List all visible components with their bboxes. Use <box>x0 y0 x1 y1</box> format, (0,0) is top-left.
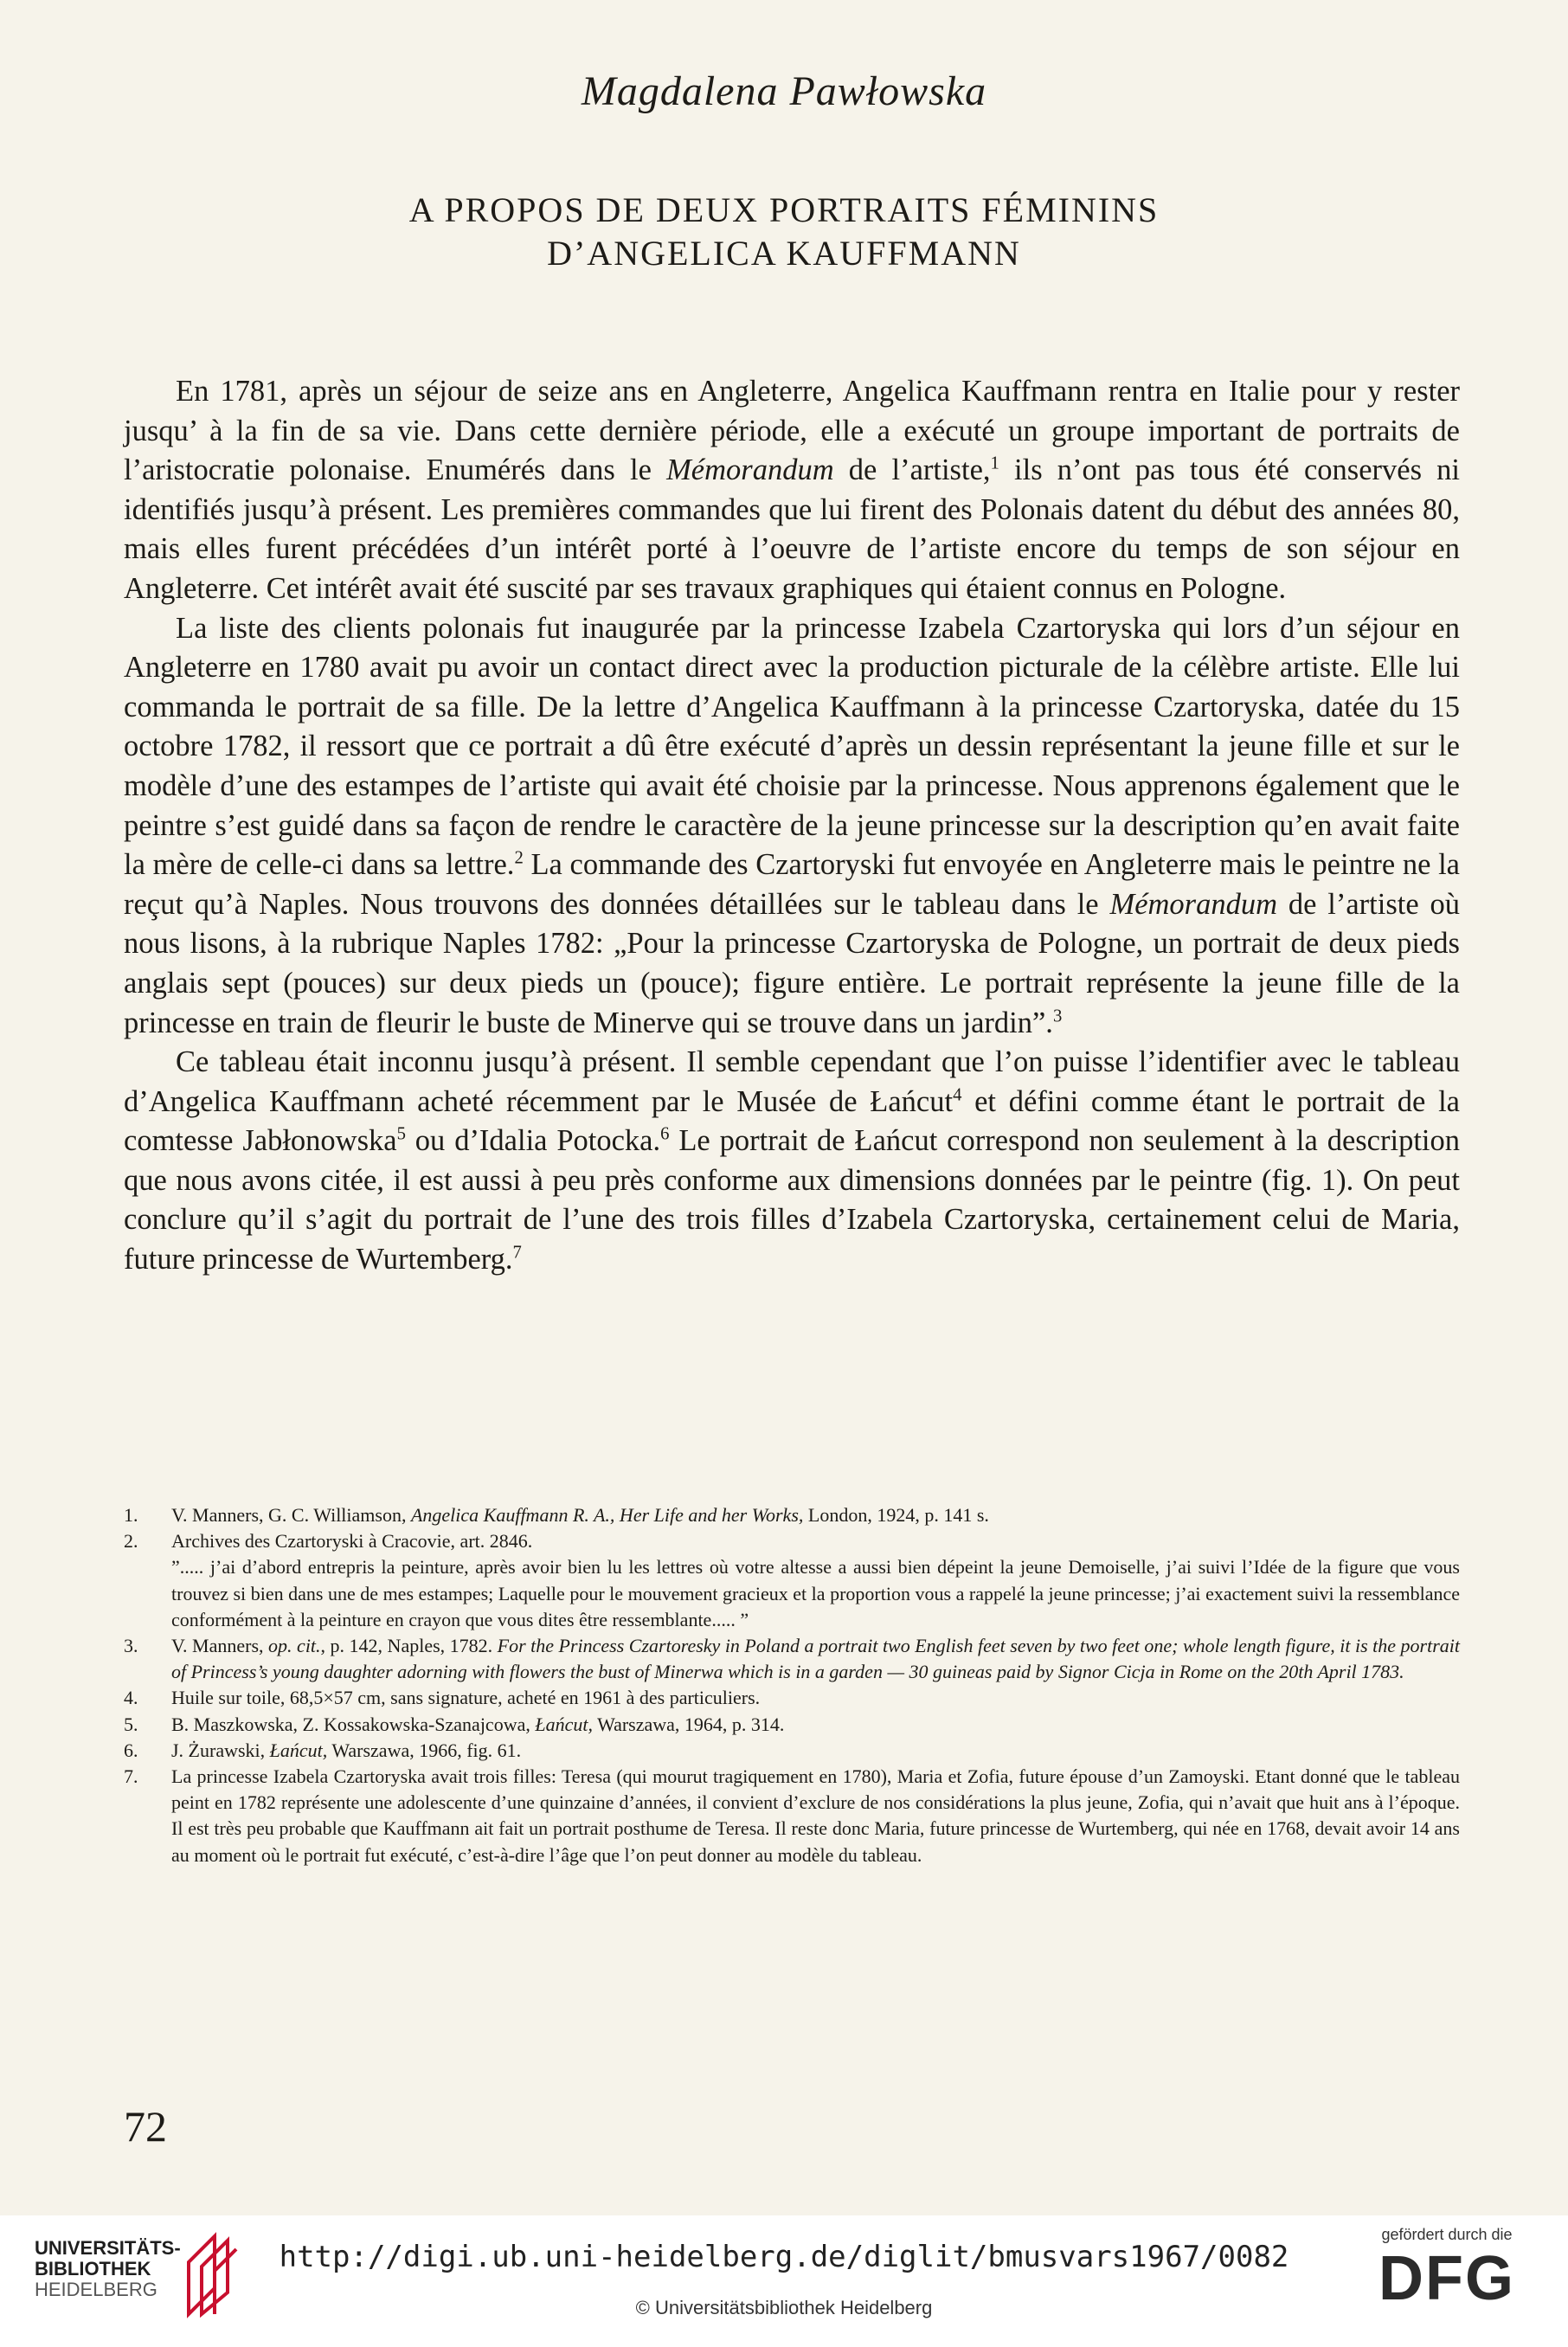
footnote-ref: 2 <box>514 848 524 868</box>
dfg-logo[interactable] <box>1360 2226 1533 2313</box>
library-name-line-2: BIBLIOTHEK <box>35 2258 151 2279</box>
emphasis: Mémorandum <box>666 453 834 487</box>
viewer-footer <box>0 2215 1568 2347</box>
footnote-ref: 1 <box>990 453 999 473</box>
text-run: ou d’Idalia Potocka. <box>405 1124 661 1158</box>
footnote-number: 1. <box>124 1504 138 1526</box>
footnote-number: 3. <box>124 1635 138 1657</box>
text-run: B. Maszkowska, Z. Kossakowska-Szanajcowa, <box>171 1713 536 1735</box>
footnote-5 <box>124 1712 1460 1738</box>
footnote-text: Archives des Czartoryski à Cracovie, art. 2846. <box>171 1530 533 1553</box>
text-run: La liste des clients polonais fut inaugurée par la princesse Izabela Czartoryska qui lors d’un séjour en Angleterre en 1780 avait pu avoir un contact direct avec la production picturale de la célèbre artiste. Elle lui commanda le portrait de sa fille. De la lettre d’Angelica Kauffmann à la princesse Czartoryska, datée du 15 octobre 1782, il ressort que ce portrait a dû être exécuté d’après un dessin représentant la jeune fille et sur le modèle d’une des estampes de l’artiste qui avait été choisie par la princesse. Nous apprenons également que le peintre s’est guidé dans sa façon de rendre le caractère de la jeune princesse sur la description qu’en avait faite la mère de celle-ci dans sa lettre. <box>124 611 1460 882</box>
text-run: V. Manners, G. C. Williamson, <box>171 1504 411 1526</box>
dfg-wordmark: DFG <box>1378 2244 1515 2313</box>
footnote-1 <box>124 1502 1460 1528</box>
footnote-number: 6. <box>124 1739 138 1761</box>
text-run: Warszawa, 1966, fig. 61. <box>327 1739 522 1761</box>
text-run: En 1781, après un séjour de seize ans en Angleterre, Angelica Kauffmann rentra en Italie pour y rester jusqu’ à la fin de sa vie. Dans cette dernière période, elle a exécuté un groupe important de portraits de l’aristocratie polonaise. Enumérés dans le <box>124 375 1460 487</box>
text-run: La commande des Czartoryski fut envoyée en Angleterre mais le peintre ne la reçut qu’à Naples. Nous trouvons des données détaillées sur le tableau dans le <box>124 848 1460 921</box>
funded-by-label: gefördert durch die <box>1381 2226 1513 2243</box>
paragraph-3 <box>124 1043 1460 1280</box>
footnote-3 <box>124 1633 1460 1685</box>
emphasis: Łańcut, <box>269 1739 328 1761</box>
author-name: Magdalena Pawłowska <box>581 68 987 114</box>
text-run: J. Żurawski, <box>171 1739 270 1761</box>
text-run: de l’artiste, <box>833 453 991 487</box>
footnotes <box>124 1502 1460 1868</box>
footnote-number: 5. <box>124 1713 138 1735</box>
article-body <box>124 372 1460 1280</box>
library-name-line-3: HEIDELBERG <box>35 2279 157 2300</box>
footnote-text <box>171 1633 1460 1685</box>
footnote-number: 7. <box>124 1765 138 1788</box>
text-run: Le portrait de Łańcut correspond non seulement à la description que nous avons citée, il est aussi à peu près conforme aux dimensions données par le peintre (fig. 1). On peut conclure qu’il s’agit du portrait de l’une des trois filles d’Izabela Czartoryska, certainement celui de Maria, future princesse de Wurtemberg. <box>124 1124 1460 1276</box>
footnote-number: 4. <box>124 1687 138 1709</box>
emphasis: op. cit. <box>268 1635 321 1657</box>
footnote-ref: 4 <box>953 1085 962 1105</box>
text-run: London, 1924, p. 141 s. <box>803 1504 989 1526</box>
footnote-text <box>171 1502 1460 1528</box>
paragraph-2 <box>124 609 1460 1044</box>
text-run: ils n’ont pas tous été conservés ni identifiés jusqu’à présent. Les premières commandes que lui firent des Polonais datent du début des années 80, mais elles furent précédées d’un intérêt porté à l’oeuvre de l’artiste encore du temps de son séjour en Angleterre. Cet intérêt avait été suscité par ses travaux graphiques qui étaient connus en Pologne. <box>124 453 1460 605</box>
page-number: 72 <box>124 2102 167 2151</box>
footnote-4 <box>124 1685 1460 1711</box>
title-line-1: A PROPOS DE DEUX PORTRAITS FÉMININS <box>408 190 1160 229</box>
footnote-text: ”..... j’ai d’abord entrepris la peinture, après avoir bien lu les lettres où votre altesse a aussi bien dépeint la jeune Demoiselle, j’ai suivi l’Idée de la figure que vous trouvez si bien dans une de mes estampes; Laquelle pour le mouvement gracieux et la proportion vous a rappelé la jeune princesse; j’ai exactement suivi la ressemblance conformément à la peinture en crayon que vous dites être ressemblante..... ” <box>171 1556 1460 1630</box>
emphasis: Łańcut, <box>535 1713 593 1735</box>
footnote-ref: 3 <box>1052 1006 1063 1026</box>
footnote-number: 2. <box>124 1530 138 1553</box>
title-line-2: D’ANGELICA KAUFFMANN <box>547 234 1021 273</box>
footnote-2 <box>124 1528 1460 1554</box>
footnote-6 <box>124 1738 1460 1764</box>
footnote-2-quote <box>124 1554 1460 1633</box>
footnote-text: La princesse Izabela Czartoryska avait trois filles: Teresa (qui mourut tragiquement en 1780), Maria et Zofia, future épouse d’un Zamoyski. Etant donné que le tableau peint en 1782 représente une adolescente d’une quinzaine d’années, il convient d’exclure de nos considérations la plus jeune, Zofia, qui n’avait que huit ans à l’époque. Il est très peu probable que Kauffmann ait fait un portrait posthume de Teresa. Il reste donc Maria, future princesse de Wurtemberg, qui née en 1768, devait avoir 14 ans au moment où le portrait fut exécuté, c’est-à-dire l’âge que l’on peut donner au modèle du tableau. <box>171 1765 1460 1866</box>
footnote-text <box>171 1738 1460 1764</box>
text-run: Ce tableau était inconnu jusqu’à présent. Il semble cependant que l’on puisse l’identifier avec le tableau d’Angelica Kauffmann acheté récemment par le Musée de Łańcut <box>124 1045 1460 1118</box>
article-title <box>0 189 1568 275</box>
text-run: Warszawa, 1964, p. 314. <box>592 1713 785 1735</box>
text-run: de l’artiste où nous lisons, à la rubrique Naples 1782: „Pour la princesse Czartoryska de Pologne, un portrait de deux pieds anglais sept (pouces) sur deux pieds un (pouce); figure entière. Le portrait représente la jeune fille de la princesse en train de fleurir le buste de Minerve qui se trouve dans un jardin”. <box>124 887 1460 1039</box>
library-name-line-1: UNIVERSITÄTS- <box>35 2237 181 2259</box>
permalink-url[interactable]: http://digi.ub.uni-heidelberg.de/diglit/bmusvars1967/0082 <box>279 2240 1289 2274</box>
footnote-7 <box>124 1764 1460 1868</box>
footnote-text: Huile sur toile, 68,5×57 cm, sans signature, acheté en 1961 à des particuliers. <box>171 1687 761 1709</box>
emphasis: For the Princess Czartoresky in Poland a portrait two English feet seven by two feet one; whole length figure, it is the portrait of Princess’s young daughter adorning with flowers the bust of Minerwa which is in a garden — 30 guineas paid by Signor Cicja in Rome on the 20th April 1783. <box>171 1635 1461 1683</box>
emphasis: Mémorandum <box>1109 887 1278 921</box>
text-run: et défini comme étant le portrait de la comtesse Jabłonowska <box>124 1084 1460 1158</box>
copyright-notice: © Universitätsbibliothek Heidelberg <box>635 2297 933 2318</box>
text-run: V. Manners, <box>171 1635 269 1657</box>
paragraph-1 <box>124 372 1460 609</box>
emphasis: Angelica Kauffmann R. A., Her Life and her Works, <box>410 1504 804 1526</box>
footnote-text <box>171 1712 1460 1738</box>
footnote-ref: 7 <box>512 1243 522 1263</box>
footnote-ref: 6 <box>660 1124 670 1144</box>
footnote-ref: 5 <box>396 1124 406 1144</box>
text-run: , p. 142, Naples, 1782. <box>320 1635 498 1657</box>
